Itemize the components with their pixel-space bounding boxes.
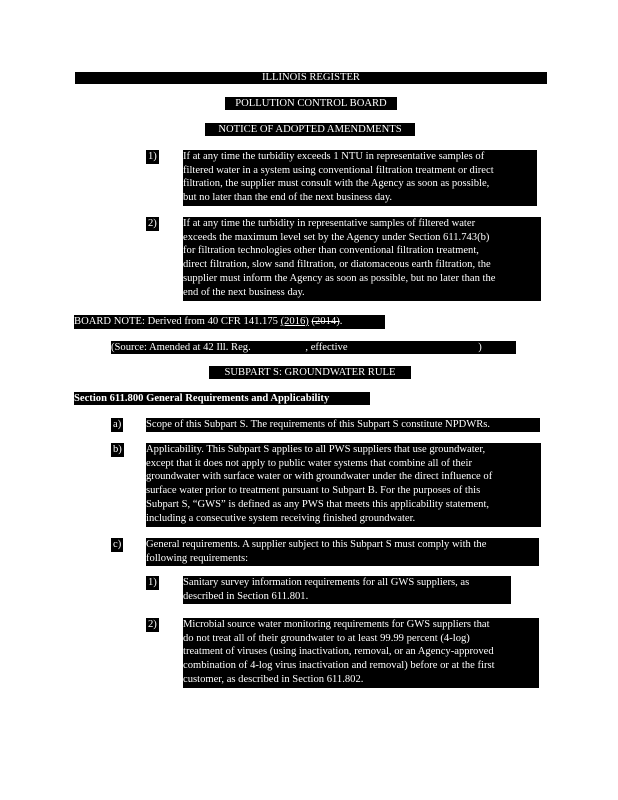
section-title: Section 611.800 General Requirements and Applicability <box>74 392 370 405</box>
item-number: c) <box>113 539 122 550</box>
text-line: described in Section 611.801. <box>183 590 309 602</box>
text-line: but no later than the end of the next business day. <box>183 192 393 204</box>
text-line: General requirements. A supplier subject to this Subpart S must comply with the <box>146 539 487 550</box>
item-text-block <box>146 443 541 527</box>
text-line: Applicability. This Subpart S applies to all PWS suppliers that use groundwater, <box>146 444 486 455</box>
text-line: including a consecutive system receiving finished groundwater. <box>146 512 416 524</box>
text-line: combination of 4-log virus inactivation and removal) before or at the first <box>183 660 495 672</box>
text-line: following requirements: <box>146 552 249 564</box>
text-line: filtered water in a system using conventional filtration treatment or direct <box>183 164 494 176</box>
board-note-prefix: BOARD NOTE: Derived from 40 CFR 141.175 <box>74 316 281 327</box>
text-line: treatment of viruses (using inactivation, removal, or an Agency-approved <box>183 646 494 658</box>
board-note-old-year: (2014) <box>311 316 340 327</box>
item-number: 2) <box>148 619 157 630</box>
text-line: exceeds the maximum level set by the Agency under Section 611.743(b) <box>183 231 490 243</box>
text-line: for filtration technologies other than conventional filtration treatment, <box>183 245 479 257</box>
text-line: except that it does not apply to public water systems that combine all of their <box>146 457 472 469</box>
register-title: ILLINOIS REGISTER <box>262 72 360 83</box>
item-text-block <box>183 150 537 206</box>
source-line <box>111 341 516 354</box>
text-line: supplier must inform the Agency as soon as possible, but no later than the <box>183 272 496 284</box>
board-title: POLLUTION CONTROL BOARD <box>225 97 397 110</box>
source-part2: , effective <box>305 342 351 353</box>
subpart-title: SUBPART S: GROUNDWATER RULE <box>209 366 411 379</box>
item-text-block <box>183 576 511 604</box>
item-number: 1) <box>148 151 157 162</box>
item-text-block <box>146 538 539 566</box>
text-line: Sanitary survey information requirements for all GWS suppliers, as <box>183 577 470 588</box>
board-note <box>74 315 385 329</box>
text-line: customer, as described in Section 611.802. <box>183 673 364 685</box>
item-number: 1) <box>148 577 157 588</box>
text-line: If at any time the turbidity exceeds 1 NTU in representative samples of <box>183 151 485 162</box>
item-text-block <box>183 217 541 301</box>
item-text-block <box>146 418 540 432</box>
notice-title: NOTICE OF ADOPTED AMENDMENTS <box>205 123 415 136</box>
text-line: Scope of this Subpart S. The requirements of this Subpart S constitute NPDWRs. <box>146 419 491 430</box>
text-line: surface water prior to treatment pursuant to Subpart B. For the purposes of this <box>146 485 481 497</box>
item-number: b) <box>113 444 122 455</box>
board-note-suffix: . <box>339 316 343 327</box>
source-part1: (Source: Amended at 42 Ill. Reg. <box>111 342 254 353</box>
text-line: Subpart S, “GWS” is defined as any PWS that meets this applicability statement, <box>146 498 490 510</box>
board-note-new-year: (2016) <box>280 316 309 327</box>
text-line: Microbial source water monitoring requirements for GWS suppliers that <box>183 619 490 630</box>
source-part3: ) <box>478 342 482 353</box>
item-number: a) <box>113 419 122 430</box>
text-line: If at any time the turbidity in representative samples of filtered water <box>183 218 476 229</box>
text-line: filtration, the supplier must consult with the Agency as soon as possible, <box>183 178 490 190</box>
item-text-block <box>183 618 539 688</box>
text-line: do not treat all of their groundwater to at least 99.99 percent (4-log) <box>183 632 470 644</box>
register-header <box>75 72 547 84</box>
text-line: groundwater with surface water or with groundwater under the direct influence of <box>146 471 493 483</box>
item-number: 2) <box>148 218 157 229</box>
text-line: end of the next business day. <box>183 286 305 298</box>
text-line: direct filtration, slow sand filtration, or diatomaceous earth filtration, the <box>183 259 491 271</box>
